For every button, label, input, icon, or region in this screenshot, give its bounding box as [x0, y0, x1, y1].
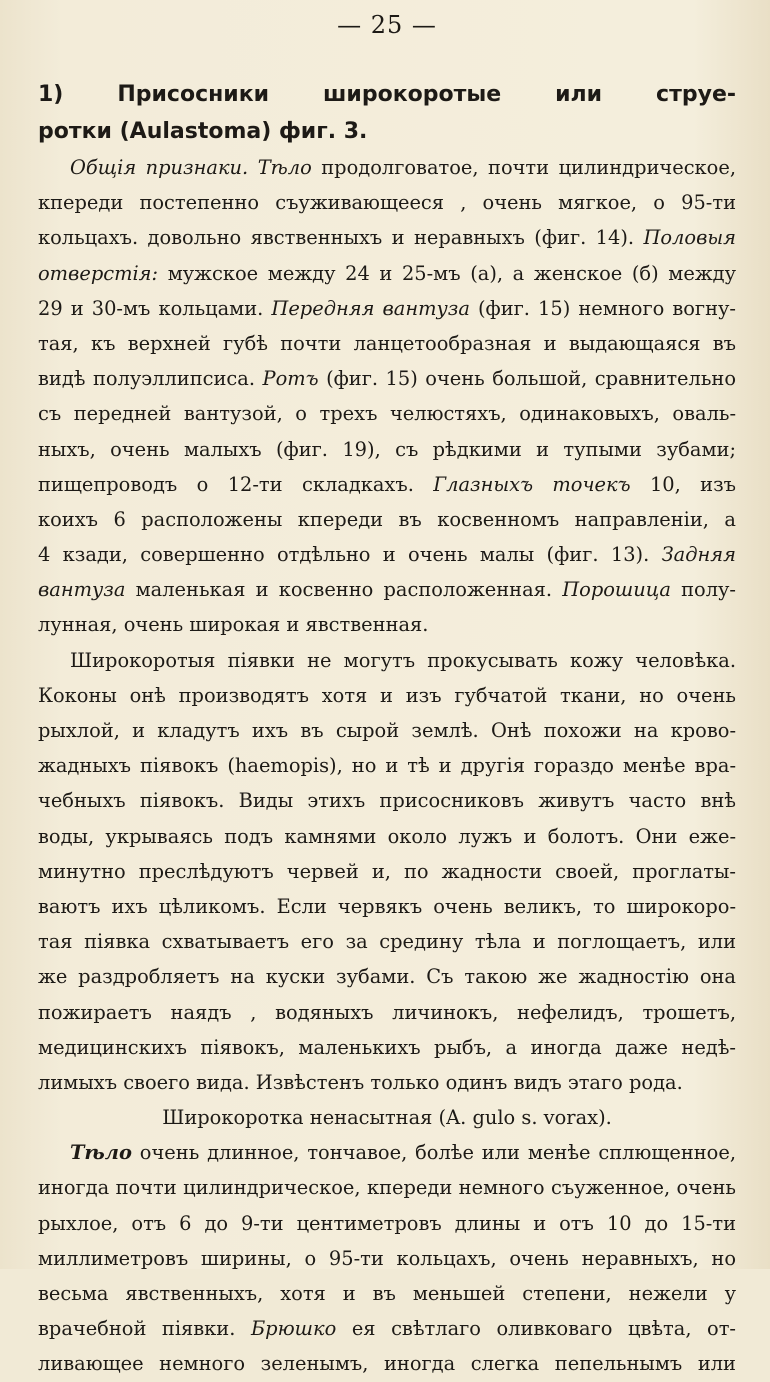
text-line: рыхлое, отъ 6 до 9-ти центиметровъ длины и отъ 10 до 15-ти: [38, 1211, 736, 1235]
text-line: отверстія: мужское между 24 и 25-мъ (а), а женское (б) между: [38, 261, 736, 285]
text-line: чебныхъ піявокъ. Виды этихъ присосниковъ живутъ часто внѣ: [38, 789, 736, 813]
text-line: же раздробляетъ на куски зубами. Съ такою же жадностію она: [38, 965, 736, 989]
text-line: кпереди постепенно съуживающееся , очень мягкое, о 95-ти: [38, 191, 736, 215]
text-line: тая піявка схватываетъ его за средину тѣла и поглощаетъ, или: [38, 930, 736, 954]
text-line: пищепроводъ о 12-ти складкахъ. Глазныхъ точекъ 10, изъ: [38, 472, 737, 496]
text-line: минутно преслѣдуютъ червей и, по жадности своей, проглаты-: [38, 859, 736, 883]
text-line: Коконы онѣ производятъ хотя и изъ губчатой ткани, но очень: [38, 683, 736, 707]
text-line: воды, укрываясь подъ камнями около лужъ и болотъ. Они еже-: [38, 824, 736, 848]
text-line: ливающее немного зеленымъ, иногда слегка пепельнымъ или: [38, 1352, 736, 1376]
text-line: Общія признаки. Тѣло продолговатое, почти цилиндрическое,: [70, 156, 736, 179]
text-line: пожираетъ наядъ , водяныхъ личинокъ, нефелидъ, трошетъ,: [38, 1000, 736, 1024]
text-line: Широкоротыя піявки не могутъ прокусывать кожу человѣка.: [70, 648, 736, 672]
text-line: вантуза маленькая и косвенно расположенная. Порошица полу-: [38, 578, 736, 602]
text-line: врачебной піявки. Брюшко ея свѣтлаго оливковаго цвѣта, от-: [38, 1317, 736, 1341]
text-line: медицинскихъ піявокъ, маленькихъ рыбъ, а иногда даже недѣ-: [38, 1035, 736, 1059]
heading-line-1: 1) Присосники широкоротые или струе-: [38, 82, 736, 107]
text-line: иногда почти цилиндрическое, кпереди немного съуженное, очень: [38, 1176, 736, 1200]
text-line: 29 и 30-мъ кольцами. Передняя вантуза (фиг. 15) немного вогну-: [38, 296, 736, 320]
species-subheading: Широкоротка ненасытная (A. gulo s. vorax).: [162, 1106, 612, 1130]
text-line: видѣ полуэллипсиса. Ротъ (фиг. 15) очень большой, сравнительно: [38, 367, 736, 391]
text-line: миллиметровъ ширины, о 95-ти кольцахъ, очень неравныхъ, но: [38, 1246, 736, 1270]
paragraph-general-features: [38, 150, 736, 643]
text-line: жадныхъ піявокъ (haemopis), но и тѣ и другія гораздо менѣе вра-: [38, 754, 736, 778]
heading-line-2: ротки (Aulastoma) фиг. 3.: [38, 119, 368, 144]
text-line: 4 кзади, совершенно отдѣльно и очень малы (фиг. 13). Задняя: [38, 543, 736, 567]
text-line: рыхлой, и кладутъ ихъ въ сырой землѣ. Онѣ похожи на крово-: [38, 719, 736, 742]
text-line: весьма явственныхъ, хотя и въ меньшей степени, нежели у: [38, 1282, 736, 1305]
text-line: съ передней вантузой, о трехъ челюстяхъ, одинаковыхъ, оваль-: [38, 402, 736, 426]
paragraph-species-description: [38, 1135, 736, 1381]
text-line: кольцахъ. довольно явственныхъ и неравныхъ (фиг. 14). Половыя: [38, 226, 736, 250]
text-line: тая, къ верхней губѣ почти ланцетообразная и выдающаяся въ: [38, 331, 736, 355]
text-line: ныхъ, очень малыхъ (фиг. 19), съ рѣдкими и тупыми зубами;: [38, 437, 736, 461]
text-line: лимыхъ своего вида. Извѣстенъ только одинъ видъ этаго рода.: [38, 1070, 683, 1094]
section-heading: [38, 76, 736, 150]
text-line: коихъ 6 расположены кпереди въ косвенномъ направленіи, а: [38, 507, 736, 531]
text-line: ваютъ ихъ цѣликомъ. Если червякъ очень великъ, то широкоро-: [38, 894, 736, 918]
text-line: Тѣло очень длинное, тончавое, болѣе или менѣе сплющенное,: [70, 1141, 736, 1165]
paragraph-habits: [38, 643, 736, 1100]
page-number: — 25 —: [337, 11, 437, 39]
text-line: лунная, очень широкая и явственная.: [38, 613, 429, 637]
